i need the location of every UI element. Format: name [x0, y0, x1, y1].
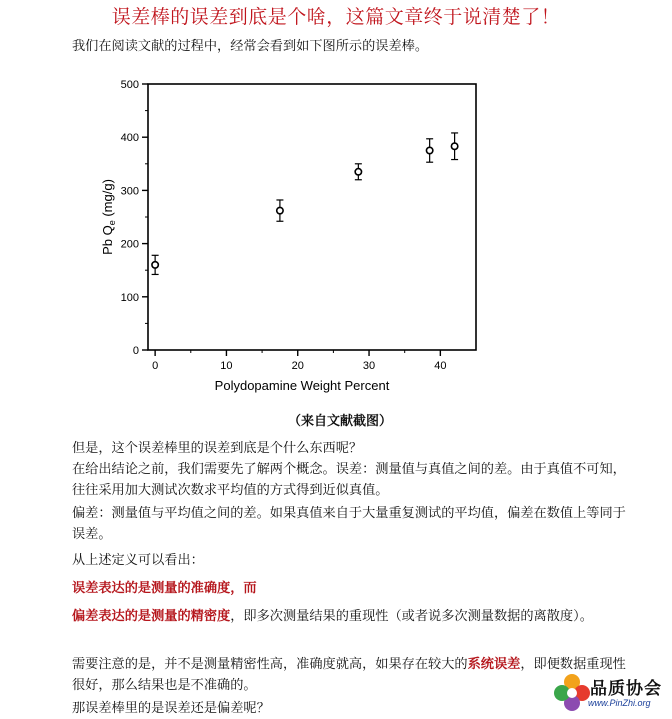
- data-point: [355, 164, 362, 180]
- point-marker: [355, 169, 361, 175]
- definition-deviation: 偏差：测量值与平均值之间的差。如果真值来自于大量重复测试的平均值，偏差在数值上等同于误差。: [72, 506, 626, 542]
- highlight-accuracy: 误差表达的是测量的准确度，而: [72, 581, 257, 596]
- intro-paragraph: 我们在阅读文献的过程中，经常会看到如下图所示的误差棒。: [72, 39, 429, 54]
- x-tick-label: 30: [362, 360, 376, 372]
- y-tick-label: 300: [120, 185, 139, 198]
- point-marker: [152, 262, 158, 268]
- systematic-text-a: 需要注意的是，并不是测量精密性高，准确度就高，如果存在较大的: [72, 657, 468, 672]
- point-marker: [451, 143, 457, 149]
- y-tick-label: 400: [120, 132, 139, 145]
- point-marker: [426, 147, 432, 153]
- watermark-logo: [550, 668, 672, 713]
- paragraph-precision: [72, 606, 632, 627]
- paragraph-final-question: 那误差棒里的是误差还是偏差呢？: [72, 701, 270, 716]
- paragraph-systematic-error: [72, 654, 632, 696]
- data-point: [152, 255, 159, 274]
- logo-name: 品质协会: [590, 679, 662, 699]
- highlight-precision: 偏差表达的是测量的精密度: [72, 609, 231, 624]
- data-point: [451, 133, 458, 160]
- x-axis-label: Polydopamine Weight Percent: [214, 378, 390, 393]
- precision-explanation: ，即多次测量结果的重现性（或者说多次测量数据的离散度）。: [230, 609, 593, 624]
- flower-logo-icon: [552, 671, 592, 711]
- x-tick-label: 40: [434, 360, 447, 372]
- paragraph-question: [72, 438, 632, 501]
- x-tick-label: 20: [291, 360, 304, 372]
- logo-url: www.PinZhi.org: [588, 698, 651, 708]
- figure-caption: （来自文献截图）: [287, 414, 392, 429]
- data-point: [276, 200, 283, 221]
- paragraph-conclusion-intro: 从上述定义可以看出：: [72, 553, 204, 568]
- x-tick-label: 0: [152, 360, 159, 372]
- plot-frame: [148, 84, 476, 350]
- data-point: [426, 139, 433, 162]
- highlight-systematic-error: 系统误差: [467, 657, 521, 672]
- question-line: 但是，这个误差棒里的误差到底是个什么东西呢？: [72, 441, 363, 456]
- y-tick-label: 0: [132, 345, 139, 357]
- y-axis-label: Pb $Q_e$ (mg/g): [100, 179, 117, 255]
- point-marker: [277, 207, 283, 213]
- error-bar-chart: [90, 70, 490, 400]
- x-tick-label: 10: [220, 360, 233, 372]
- y-tick-label: 200: [120, 238, 139, 251]
- y-tick-label: 100: [120, 291, 139, 304]
- page-title: 误差棒的误差到底是个啥，这篇文章终于说清楚了！: [111, 6, 561, 28]
- y-tick-label: 500: [120, 79, 139, 91]
- definition-error: 在给出结论之前，我们需要先了解两个概念。误差：测量值与真值之间的差。由于真值不可知，往往采用加大测试次数求平均值的方式得到近似真值。: [72, 462, 626, 498]
- systematic-text-b: ，即便数据重现性很好，那么结果也是不准确的。: [72, 657, 626, 693]
